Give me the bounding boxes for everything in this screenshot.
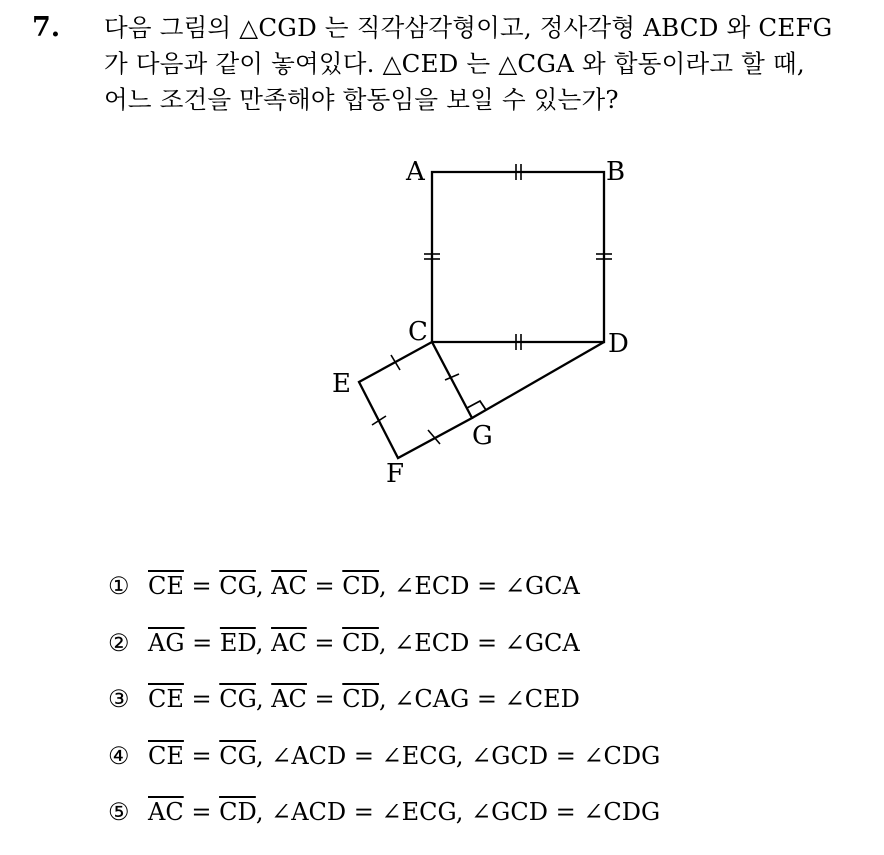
answer-choices — [108, 572, 868, 855]
choice-text-part: , ∠ECD = ∠GCA — [378, 628, 580, 657]
square-cefg — [359, 342, 472, 458]
choice-text-part: , ∠ECD = ∠GCA — [379, 572, 580, 600]
choice-number: ③ — [108, 685, 130, 713]
segment-label: $\overline{CG}$ — [219, 572, 256, 600]
choice-text-part: , ∠ACD = ∠ECG, ∠GCD = ∠CDG — [255, 798, 661, 826]
label-a: A — [406, 157, 425, 187]
choice-number: ⑤ — [108, 798, 130, 826]
geometry-figure — [300, 140, 700, 500]
choice-number: ④ — [108, 741, 130, 770]
label-g: G — [472, 421, 493, 451]
choice-text — [148, 685, 580, 713]
choice-5[interactable] — [108, 798, 868, 855]
segment-label: $\overline{CE}$ — [148, 572, 184, 600]
segment-label: $\overline{AC}$ — [271, 685, 307, 713]
label-d: D — [608, 329, 629, 359]
choice-4[interactable] — [108, 742, 868, 799]
label-e: E — [332, 369, 351, 399]
choice-text-part: = — [306, 685, 343, 713]
segment-label: $\overline{ED}$ — [219, 628, 256, 657]
choice-text-part: = — [183, 685, 220, 713]
segment-label: $\overline{CD}$ — [342, 572, 380, 600]
segment-label: $\overline{AG}$ — [148, 628, 185, 657]
choice-text-part: = — [183, 798, 220, 826]
segment-label: $\overline{CE}$ — [148, 741, 184, 770]
label-f: F — [386, 459, 405, 489]
choice-number: ② — [108, 628, 130, 657]
choice-text — [148, 742, 660, 770]
choice-1[interactable] — [108, 572, 868, 629]
segment-label: $\overline{AC}$ — [148, 798, 184, 826]
choice-text-part: = — [183, 741, 220, 770]
choice-text-part: = — [306, 572, 343, 600]
choice-text — [148, 572, 580, 600]
segment-label: $\overline{CG}$ — [219, 685, 256, 713]
choice-text-part: , ∠CAG = ∠CED — [379, 685, 580, 713]
stem-line-3: 어느 조건을 만족해야 합동임을 보일 수 있는가? — [104, 85, 619, 114]
choice-2[interactable] — [108, 629, 868, 686]
choice-3[interactable] — [108, 685, 868, 742]
choice-text-part: , — [255, 685, 272, 713]
tick-marks-square-abcd — [424, 164, 612, 350]
label-b: B — [606, 157, 626, 187]
choice-text-part: = — [183, 572, 220, 600]
choice-number: ① — [108, 572, 130, 600]
choice-text — [148, 629, 580, 657]
stem-line-1: 다음 그림의 △CGD 는 직각삼각형이고, 정사각형 ABCD 와 CEFG — [104, 13, 833, 42]
square-abcd — [432, 172, 604, 342]
choice-text-part: = — [306, 628, 343, 657]
segment-label: $\overline{AC}$ — [271, 628, 307, 657]
segment-label: $\overline{CD}$ — [342, 628, 379, 657]
segment-gd — [472, 342, 604, 418]
choice-text-part: , — [255, 628, 272, 657]
question-stem — [104, 10, 874, 118]
segment-label: $\overline{AC}$ — [271, 572, 307, 600]
right-angle-mark — [467, 401, 486, 410]
choice-text-part: = — [184, 628, 220, 657]
question-number: 7. — [32, 12, 61, 43]
stem-line-2: 가 다음과 같이 놓여있다. △CED 는 △CGA 와 합동이라고 할 때, — [104, 49, 805, 78]
label-c: C — [408, 317, 428, 347]
segment-label: $\overline{CD}$ — [342, 685, 380, 713]
choice-text — [148, 798, 660, 826]
segment-label: $\overline{CG}$ — [219, 741, 256, 770]
segment-label: $\overline{CE}$ — [148, 685, 184, 713]
choice-text-part: , ∠ACD = ∠ECG, ∠GCD = ∠CDG — [255, 741, 661, 770]
segment-label: $\overline{CD}$ — [219, 798, 256, 826]
choice-text-part: , — [255, 572, 272, 600]
